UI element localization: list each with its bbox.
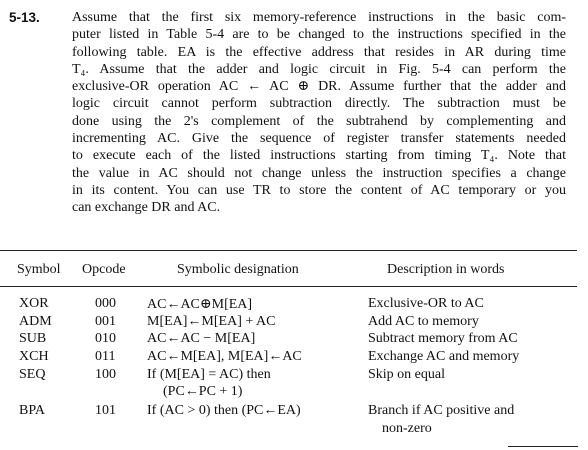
problem-line: T₄. Assume that the adder and logic circuit in Fig. 5-4 can perform the: [72, 61, 566, 77]
cell-description: Skip on equal: [368, 367, 445, 382]
cell-description: Exclusive-OR to AC: [368, 296, 484, 311]
problem-line: puter listed in Table 5-4 are to be changed to the instructions specified in the: [72, 27, 566, 43]
cell-designation: If (M[EA] = AC) then: [147, 367, 271, 382]
cell-symbol: BPA: [19, 403, 45, 418]
problem-statement: [72, 9, 566, 217]
cell-symbol: SUB: [19, 331, 47, 346]
problem-line: Assume that the first six memory-reference instructions in the basic com-: [72, 10, 566, 25]
cell-description: Exchange AC and memory: [368, 349, 520, 364]
problem-line: can exchange DR and AC.: [72, 200, 221, 216]
problem-line: logic circuit cannot perform subtraction directly. The subtraction must be: [72, 96, 566, 112]
cell-symbol: SEQ: [19, 367, 46, 382]
cell-opcode: 000: [95, 296, 116, 311]
header-symbol: Symbol: [17, 262, 61, 277]
problem-line: done using the 2's complement of the subtrahend by complementing and: [72, 113, 566, 129]
cell-opcode: 010: [95, 331, 116, 346]
cell-designation: M[EA]←M[EA] + AC: [147, 314, 276, 329]
cell-description: Add AC to memory: [368, 314, 479, 329]
cell-description: Branch if AC positive and: [368, 403, 515, 418]
cell-description: Subtract memory from AC: [368, 331, 518, 346]
cell-opcode: 100: [95, 367, 116, 382]
problem-number: 5-13.: [9, 10, 40, 25]
header-description: Description in words: [387, 262, 505, 277]
cell-opcode: 011: [95, 349, 116, 364]
cell-symbol: ADM: [19, 314, 52, 329]
cell-designation: AC←AC − M[EA]: [147, 331, 256, 346]
header-opcode: Opcode: [82, 262, 126, 277]
header-designation: Symbolic designation: [177, 262, 299, 277]
cell-symbol: XOR: [19, 296, 49, 311]
problem-line: incrementing AC. Give the sequence of register transfer statements needed: [72, 131, 566, 147]
cell-designation-continued: (PC←PC + 1): [163, 384, 243, 399]
problem-line: following table. EA is the effective address that resides in AR during time: [72, 44, 566, 60]
cell-symbol: XCH: [19, 349, 49, 364]
table-header-rule: [0, 286, 577, 287]
problem-line: the value in AC should not change unless the instruction specifies a change: [72, 165, 566, 181]
cell-opcode: 001: [95, 314, 116, 329]
table-bottom-rule: [508, 446, 578, 447]
problem-line: in its content. You can use TR to store the content of AC temporary or you: [72, 182, 566, 198]
table-top-rule: [0, 250, 577, 251]
cell-designation: AC←AC⊕M[EA]: [147, 297, 253, 312]
cell-designation: If (AC > 0) then (PC←EA): [147, 403, 301, 418]
problem-line: exclusive-OR operation AC ← AC ⊕ DR. Assume further that the adder and: [72, 79, 566, 95]
cell-designation: AC←M[EA], M[EA]←AC: [147, 349, 302, 364]
cell-opcode: 101: [95, 403, 116, 418]
cell-description-continued: non-zero: [382, 421, 432, 436]
problem-line: to execute each of the listed instructions starting from timing T₄. Note that: [72, 148, 566, 164]
